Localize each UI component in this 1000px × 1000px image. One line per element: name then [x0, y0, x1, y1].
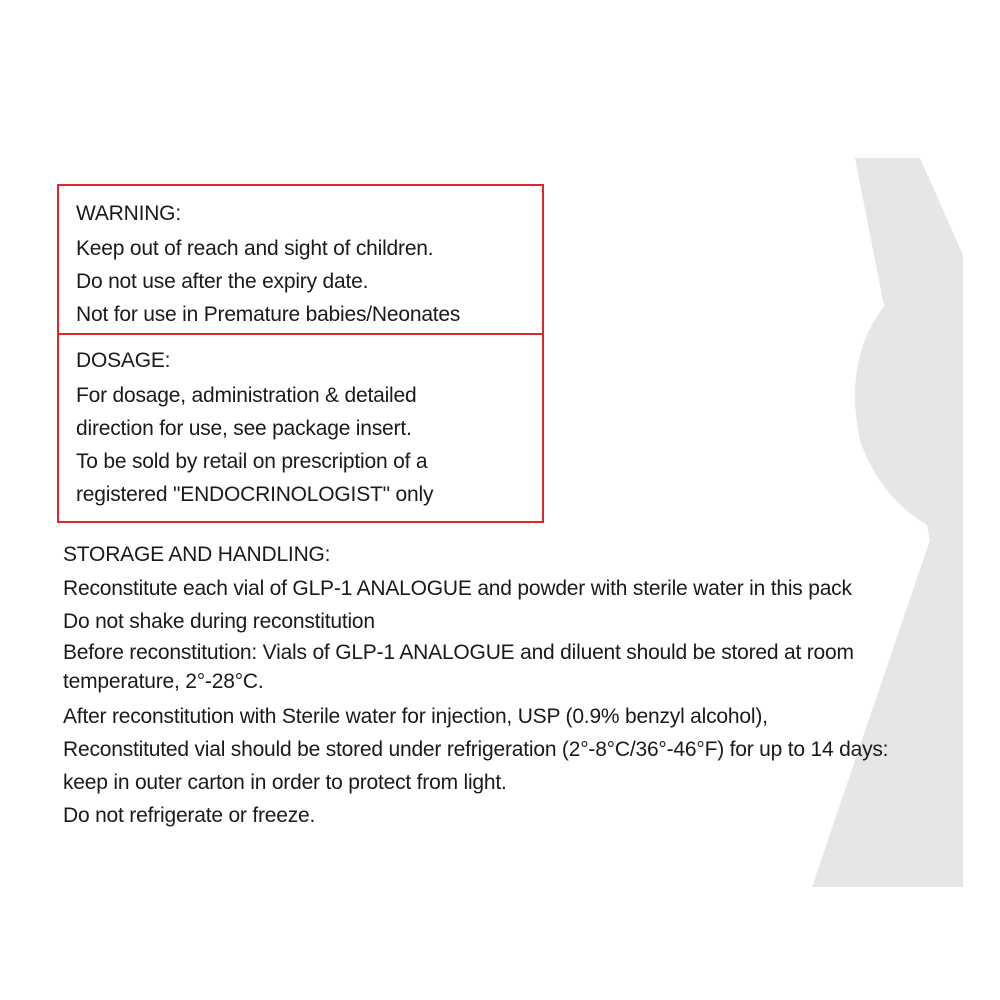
storage-line: After reconstitution with Sterile water for injection, USP (0.9% benzyl alcohol), [63, 705, 768, 728]
warning-line: Do not use after the expiry date. [76, 270, 369, 293]
warning-heading: WARNING: [76, 202, 181, 225]
dosage-line: direction for use, see package insert. [76, 417, 412, 440]
dosage-line: registered "ENDOCRINOLOGIST" only [76, 483, 434, 506]
warning-box [57, 184, 544, 335]
warning-line: Not for use in Premature babies/Neonates [76, 303, 461, 326]
dosage-line: For dosage, administration & detailed [76, 384, 417, 407]
storage-line: Do not refrigerate or freeze. [63, 804, 316, 827]
storage-line: keep in outer carton in order to protect from light. [63, 771, 507, 794]
storage-line: Do not shake during reconstitution [63, 610, 375, 633]
storage-line: Reconstitute each vial of GLP-1 ANALOGUE and powder with sterile water in this pack [63, 577, 852, 600]
warning-line: Keep out of reach and sight of children. [76, 237, 434, 260]
storage-line: Before reconstitution: Vials of GLP-1 ANALOGUE and diluent should be stored at room temperature, 2°-28°C. [63, 641, 854, 693]
dosage-box [57, 333, 544, 523]
storage-heading: STORAGE AND HANDLING: [63, 543, 331, 566]
storage-line: Reconstituted vial should be stored under refrigeration (2°-8°C/36°-46°F) for up to 14 days: [63, 738, 889, 761]
storage-section [63, 541, 963, 832]
dosage-line: To be sold by retail on prescription of a [76, 450, 428, 473]
dosage-heading: DOSAGE: [76, 349, 171, 372]
